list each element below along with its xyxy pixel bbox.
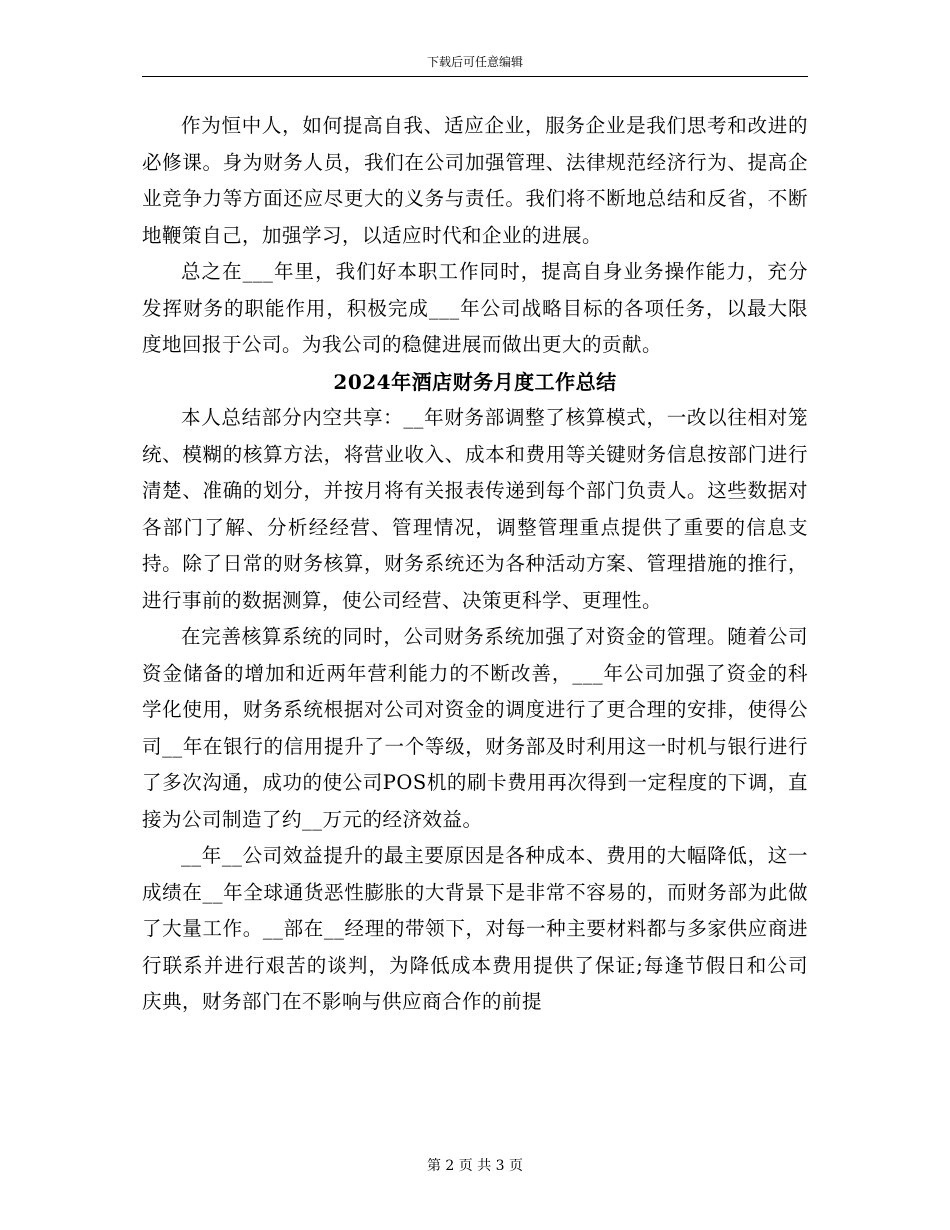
page-header: 下载后可任意编辑 xyxy=(426,55,523,69)
document-title: 2024年酒店财务月度工作总结 xyxy=(333,369,617,394)
paragraph-cost-reduction: __年__公司效益提升的最主要原因是各种成本、费用的大幅降低，这一成绩在__年全球通货恶性膨胀的大背景下是非常不容易的，而财务部为此做了大量工作。__部在__经理的带领下，对每一种主要材料都与多家供应商进行联系并进行艰苦的谈判，为降低成本费用提供了保证;每逢节假日和公司庆典，财务部门在不影响与供应商合作的前提 xyxy=(142,844,808,1013)
header-divider xyxy=(142,76,808,77)
paragraph-reflection: 作为恒中人，如何提高自我、适应企业，服务企业是我们思考和改进的必修课。身为财务人员，我们在公司加强管理、法律规范经济行为、提高企业竞争力等方面还应尽更大的义务与责任。我们将不断地总结和反省，不断地鞭策自己，加强学习，以适应时代和企业的进展。 xyxy=(142,114,808,247)
paragraph-conclusion: 总之在___年里，我们好本职工作同时，提高自身业务操作能力，充分发挥财务的职能作用，积极完成___年公司战略目标的各项任务，以最大限度地回报于公司。为我公司的稳健进展而做出更大的贡献。 xyxy=(142,260,808,356)
page-number-footer: 第 2 页 共 3 页 xyxy=(426,1158,524,1174)
document-body xyxy=(142,108,808,1021)
paragraph-accounting-model: 本人总结部分内空共享：__年财务部调整了核算模式，一改以往相对笼统、模糊的核算方法，将营业收入、成本和费用等关键财务信息按部门进行清楚、准确的划分，并按月将有关报表传递到每个部门负责人。这些数据对各部门了解、分析经经营、管理情况，调整管理重点提供了重要的信息支持。除了日常的财务核算，财务系统还为各种活动方案、管理措施的推行，进行事前的数据测算，使公司经营、决策更科学、更理性。 xyxy=(142,406,808,612)
paragraph-fund-management: 在完善核算系统的同时，公司财务系统加强了对资金的管理。随着公司资金储备的增加和近两年营利能力的不断改善，___年公司加强了资金的科学化使用，财务系统根据对公司对资金的调度进行了更合理的安排，使得公司__年在银行的信用提升了一个等级，财务部及时利用这一时机与银行进行了多次沟通，成功的使公司POS机的刷卡费用再次得到一定程度的下调，直接为公司制造了约__万元的经济效益。 xyxy=(142,625,808,831)
